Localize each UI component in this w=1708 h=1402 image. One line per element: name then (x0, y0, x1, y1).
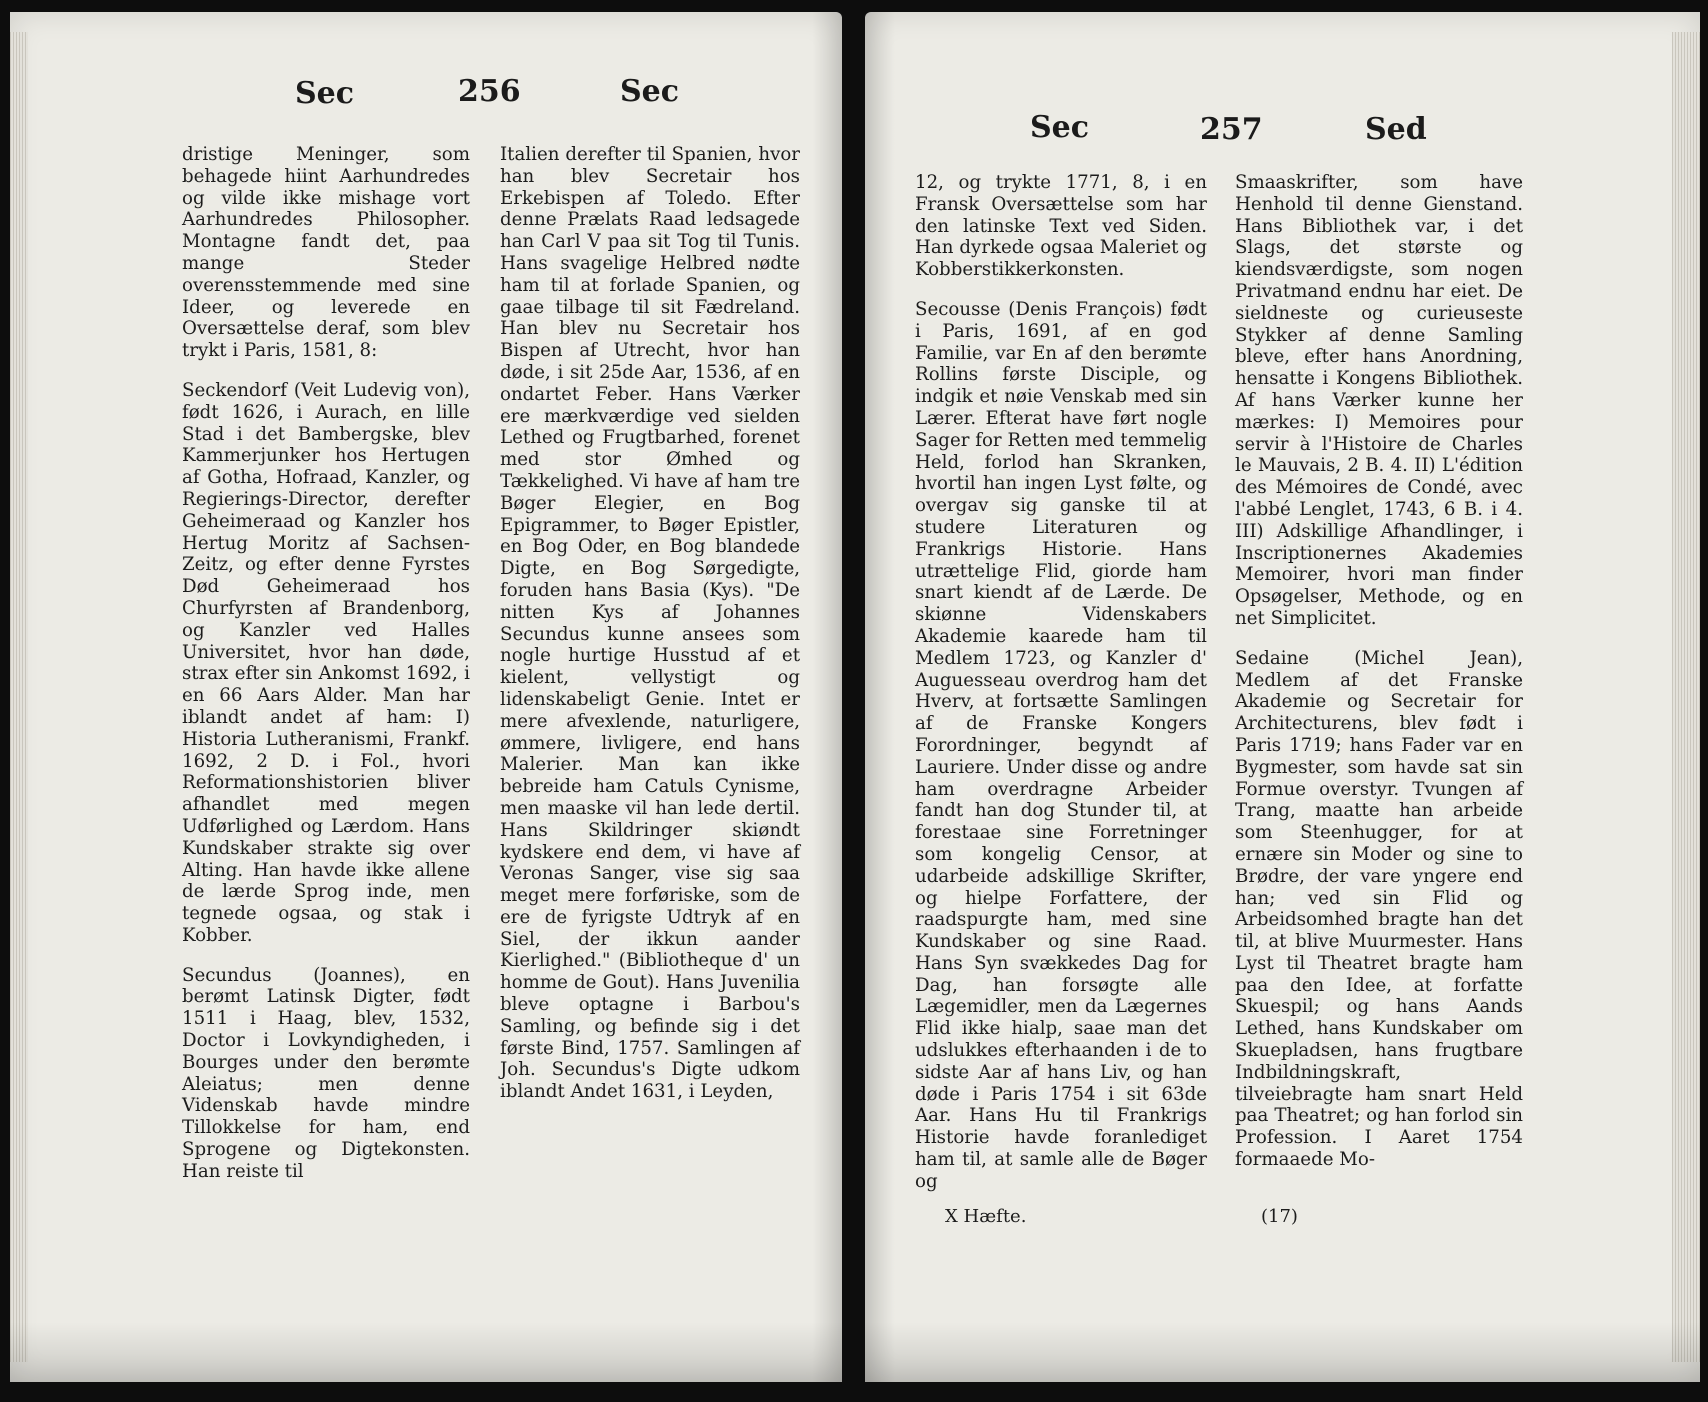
text-column-1 (182, 144, 470, 1183)
paragraph: Italien derefter til Spanien, hvor han blev Secretair hos Erkebispen af Toledo. Efter denne Prælats Raad ledsagede han Carl V paa sit Tog til Tunis. Hans svagelige Helbred nødte ham til at forlade Spanien, og gaae tilbage til sit Fædreland. Han blev nu Secretair hos Bispen af Utrecht, hvor han døde, i sit 25de Aar, 1536, af en ondartet Feber. Hans Værker ere mærkværdige ved sielden Lethed og Frugtbarhed, forenet med stor Ømhed og Tækkelighed. Vi have af ham tre Bøger Elegier, en Bog Epigrammer, to Bøger Epistler, en Bog Oder, en Bog blandede Digte, en Bog Sørgedigte, foruden hans Basia (Kys). "De nitten Kys af Johannes Secundus kunne ansees som nogle hurtige Husstud af et kielent, vellystigt og lidenskabeligt Genie. Intet er mere afvexlende, naturligere, ømmere, livligere, end hans Malerier. Man kan ikke bebreide ham Catuls Cynisme, men maaske vil han lede dertil. Hans Skildringer skiøndt kydskere end dem, vi have af Veronas Sanger, vise sig saa meget mere forføriske, som de ere de fyrigste Udtryk af en Siel, der ikkun aander Kierlighed." (Bibliotheque d' un homme de Gout). Hans Juvenilia bleve optagne i Barbou's Samling, og befinde sig i det første Bind, 1757. Samlingen af Joh. Secundus's Digte udkom iblandt Andet 1631, i Leyden, (500, 144, 800, 1103)
entry-secundus: Secundus (Joannes), en berømt Latinsk Digter, født 1511 i Haag, blev, 1532, Doctor i Lovkyndigheden, i Bourges under den berømte Aleiatus; men denne Videnskab havde mindre Tillokkelse for ham, end Sprogene og Digtekonsten. Han reiste til (182, 964, 470, 1182)
paragraph: Smaaskrifter, som have Henhold til denne Gienstand. Hans Bibliothek var, i det Slags, det største og kiendsværdigste, som nogen Privatmand endnu har eiet. De sieldneste og curieuseste Stykker af denne Samling bleve, efter hans Anordning, hensatte i Kongens Bibliothek. Af hans Værker kunne her mærkes: I) Memoires pour servir à l'Histoire de Charles le Mauvais, 2 B. 4. II) L'édition des Mémoires de Condé, avec l'abbé Lenglet, 1743, 6 B. i 4. III) Adskillige Afhandlinger, i Inscriptionernes Akademies Memoirer, hvori man finder Opsøgelser, Methode, og en net Simplicitet. (1235, 172, 1523, 629)
entry-seckendorf: Seckendorf (Veit Ludevig von), født 1626, i Aurach, en lille Stad i det Bambergske, blev Kammerjunker hos Hertugen af Gotha, Hofraad, Kanzler, og Regierings-Director, derefter Geheimeraad og Kanzler hos Hertug Moritz af Sachsen-Zeitz, og efter denne Fyrstes Død Geheimeraad hos Churfyrsten af Brandenborg, og Kanzler ved Halles Universitet, hvor han døde, strax efter sin Ankomst 1692, i en 66 Aars Alder. Man har iblandt andet af ham: I) Historia Lutheranismi, Frankf. 1692, 2 D. i Fol., hvori Reformationshistorien bliver afhandlet med megen Udførlighed og Lærdom. Hans Kundskaber strakte sig over Alting. Han havde ikke allene de lærde Sprog inde, men tegnede ogsaa, og stak i Kobber. (182, 379, 470, 946)
page-shadow (865, 1322, 1700, 1382)
text-column-1 (915, 172, 1207, 1193)
running-head-right: Sed (1365, 112, 1427, 147)
signature-mark: X Hæfte. (945, 1206, 1027, 1227)
signature-number: (17) (1261, 1206, 1298, 1227)
paragraph: dristige Meninger, som behagede hiint Aarhundredes og vilde ikke mishage vort Aarhundredes Philosopher. Montagne fandt det, paa mange Steder overensstemmende med sine Ideer, og leverede en Oversættelse deraf, som blev trykt i Paris, 1581, 8: (182, 144, 470, 362)
spine-shadow (812, 12, 842, 1382)
entry-secousse: Secousse (Denis François) født i Paris, 1691, af en god Familie, var En af den berømte Rollins første Disciple, og indgik et nøie Venskab med sin Lærer. Efterat have ført nogle Sager for Retten med temmelig Held, forlod han Skranken, hvortil han ingen Lyst følte, og overgav sig ganske til at studere Literaturen og Frankrigs Historie. Hans utrættelige Flid, giorde ham snart kiendt af de Lærde. De skiønne Videnskabers Akademie kaarede ham til Medlem 1723, og Kanzler d' Auguesseau overdrog ham det Hverv, at fortsætte Samlingen af de Franske Kongers Forordninger, begyndt af Lauriere. Under disse og andre ham overdragne Arbeider fandt han dog Stunder til, at forestaae sine Forretninger som kongelig Censor, at udarbeide adskillige Skrifter, og hielpe Forfattere, der raadspurgte ham, med sine Kundskaber og sine Raad. Hans Syn svækkedes Dag for Dag, han forsøgte alle Lægemidler, men da Lægernes Flid ikke hialp, saae man det udslukkes efterhaanden i de to sidste Aar af hans Liv, og han døde i Paris 1754 i sit 63de Aar. Hans Hu til Frankrigs Historie havde foranlediget ham til, at samle alle de Bøger og (915, 298, 1207, 1192)
page-edges (1672, 32, 1700, 1362)
text-column-2 (1235, 172, 1523, 1171)
text-column-2 (500, 144, 800, 1103)
right-page (865, 12, 1700, 1382)
page-edges (10, 32, 28, 1362)
running-head-right: Sec (620, 74, 680, 109)
page-number: 257 (1200, 112, 1263, 147)
entry-sedaine: Sedaine (Michel Jean), Medlem af det Franske Akademie og Secretair for Architecturens, blev født i Paris 1719; hans Fader var en Bygmester, som havde sat sin Formue overstyr. Tvungen af Trang, maatte han arbeide som Steenhugger, for at ernære sin Moder og sine to Brødre, der vare yngere end han; ved sin Flid og Arbeidsomhed bragte han det til, at blive Muurmester. Hans Lyst til Theatret bragte ham paa den Idee, at forfatte Skuespil; og hans Aands Lethed, hans Kundskaber om Skuepladsen, hans frugtbare Indbildningskraft, tilveiebragte ham snart Held paa Theatret; og han forlod sin Profession. I Aaret 1754 formaaede Mo- (1235, 647, 1523, 1171)
spine-shadow (865, 12, 895, 1382)
paragraph: 12, og trykte 1771, 8, i en Fransk Oversættelse som har den latinske Text ved Siden. Han dyrkede ogsaa Maleriet og Kobberstikkerkonsten. (915, 172, 1207, 281)
running-head-left: Sec (1030, 110, 1090, 145)
page-shadow (10, 1322, 842, 1382)
page-number: 256 (458, 74, 521, 109)
left-page (10, 12, 842, 1382)
running-head-left: Sec (295, 76, 355, 111)
